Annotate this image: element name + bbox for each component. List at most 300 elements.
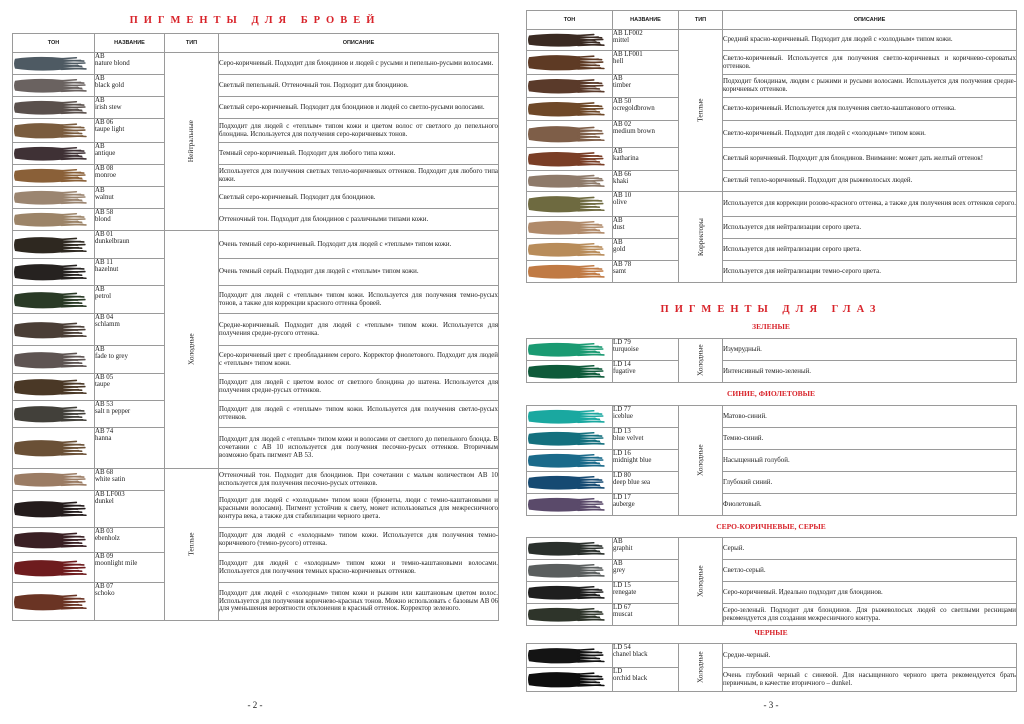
pigment-swatch-icon bbox=[527, 646, 605, 665]
pigment-description-cell bbox=[219, 553, 499, 583]
pigment-description: Средне-черный. bbox=[723, 651, 771, 659]
swatch-cell bbox=[527, 494, 613, 516]
pigment-description-cell bbox=[723, 121, 1017, 148]
swatch-cell bbox=[527, 51, 613, 75]
pigment-name-cell bbox=[95, 53, 165, 75]
pigment-code: AB LF003 bbox=[95, 491, 125, 498]
pigment-description: Светлый серо-коричневый. Подходит для блондинов. bbox=[219, 193, 376, 201]
pigment-type-label: Нейтральные bbox=[186, 120, 196, 163]
pigment-name: fugative bbox=[613, 368, 636, 376]
pigment-code: AB 04 bbox=[95, 314, 114, 321]
page-number: - 3 - bbox=[763, 700, 779, 710]
table-row bbox=[527, 148, 1017, 171]
pigment-description: Подходит для людей с «теплым» типом кожи. Используется для получения светло-русых оттенков. bbox=[219, 406, 498, 421]
pigment-name-cell bbox=[613, 428, 679, 450]
pigment-description: Глубокий синий. bbox=[723, 478, 773, 486]
pigment-description: Светло-серый. bbox=[723, 566, 766, 574]
swatch-cell bbox=[527, 604, 613, 626]
pigment-swatch-icon bbox=[13, 530, 87, 550]
pigment-description-cell bbox=[723, 217, 1017, 239]
pigment-code: LD bbox=[613, 668, 623, 675]
pigment-swatch-icon bbox=[527, 540, 605, 557]
pigment-description-cell bbox=[219, 53, 499, 75]
pigment-code: LD 77 bbox=[613, 406, 631, 413]
pigment-code: AB bbox=[613, 538, 623, 545]
column-header-tone: ТОН bbox=[13, 34, 95, 53]
table-row bbox=[527, 361, 1017, 383]
table-row bbox=[527, 217, 1017, 239]
pigment-swatch-icon bbox=[527, 124, 605, 144]
table-row bbox=[527, 560, 1017, 582]
pigment-code: LD 16 bbox=[613, 450, 631, 457]
column-header-type: ТИП bbox=[679, 11, 723, 30]
pigment-name: muscat bbox=[613, 611, 633, 619]
pigment-description: Светлый тепло-коричневый. Подходит для рыжеволосых людей. bbox=[723, 177, 913, 185]
pigment-description: Оттеночный тон. Подходит для блондинов с различными типами кожи. bbox=[219, 215, 429, 223]
eyebrow-pigment-table-continued bbox=[526, 10, 1017, 283]
pigment-swatch-icon bbox=[527, 219, 605, 236]
pigment-description-cell bbox=[723, 51, 1017, 75]
pigment-description: Средне-коричневый. Подходит для людей с «теплым» типом кожи. Используется для получения средне-русого оттенка. bbox=[219, 321, 498, 337]
pigment-code: AB 58 bbox=[95, 209, 114, 216]
pigment-swatch-icon bbox=[527, 408, 605, 425]
pigment-name-cell bbox=[613, 560, 679, 582]
swatch-cell bbox=[13, 97, 95, 119]
pigment-swatch-icon bbox=[527, 584, 605, 601]
pigment-name: mittel bbox=[613, 37, 630, 45]
pigment-description: Подходит для людей с «холодным» типом кожи. Используется для получения темно-коричневого (темно-русого) оттенка. bbox=[219, 532, 498, 547]
pigment-code: AB 66 bbox=[613, 171, 632, 178]
pigment-description-cell bbox=[723, 644, 1017, 668]
pigment-code: AB 10 bbox=[613, 192, 632, 199]
pigment-description: Подходит для людей с «теплым» типом кожи. Используется для получения темно-русых тонов, а также для коррекции красного оттенка бровей. bbox=[219, 291, 498, 307]
swatch-cell bbox=[13, 259, 95, 286]
pigment-name-cell bbox=[613, 51, 679, 75]
pigment-swatch-icon bbox=[13, 499, 87, 519]
pigment-name: dunkelbraun bbox=[95, 238, 130, 246]
pigment-type-label: Холодные bbox=[186, 333, 196, 366]
pigment-description-cell bbox=[723, 428, 1017, 450]
eye-table-grey-brown bbox=[526, 537, 1017, 626]
table-row bbox=[13, 553, 499, 583]
column-header-name: НАЗВАНИЕ bbox=[613, 11, 679, 30]
pigment-description-cell bbox=[219, 75, 499, 97]
pigment-swatch-icon bbox=[13, 592, 87, 612]
swatch-cell bbox=[527, 472, 613, 494]
pigment-name-cell bbox=[95, 401, 165, 428]
swatch-cell bbox=[13, 553, 95, 583]
pigment-code: LD 54 bbox=[613, 644, 631, 651]
pigment-name: ebenholz bbox=[95, 535, 120, 543]
pigment-name: salt n pepper bbox=[95, 408, 131, 416]
pigment-description: Насыщенный голубой. bbox=[723, 456, 790, 464]
pigment-description: Темно-синий. bbox=[723, 434, 764, 442]
pigment-swatch-icon bbox=[13, 377, 87, 397]
pigment-name-cell bbox=[613, 472, 679, 494]
pigment-code: AB 02 bbox=[613, 121, 632, 128]
table-row bbox=[527, 339, 1017, 361]
column-header-name: НАЗВАНИЕ bbox=[95, 34, 165, 53]
pigment-name: deep blue sea bbox=[613, 479, 651, 487]
pigment-description: Интенсивный темно-зеленый. bbox=[723, 367, 812, 375]
pigment-code: AB LF001 bbox=[613, 51, 643, 58]
pigment-name-cell bbox=[613, 582, 679, 604]
pigment-name-cell bbox=[613, 339, 679, 361]
pigment-description-cell bbox=[219, 401, 499, 428]
pigment-description: Подходит для людей с «теплым» типом кожи и цветом волос от светлого до пепельного блондина. Используется для получения серо-коричневых тонов. bbox=[219, 122, 498, 138]
pigment-code: AB 03 bbox=[95, 528, 114, 535]
swatch-cell bbox=[13, 119, 95, 143]
pigment-code: AB bbox=[95, 75, 105, 82]
table-row bbox=[527, 494, 1017, 516]
pigment-code: AB 08 bbox=[95, 165, 114, 172]
table-row bbox=[527, 51, 1017, 75]
pigment-name-cell bbox=[613, 30, 679, 51]
pigment-name-cell bbox=[613, 148, 679, 171]
page-title-eye: ПИГМЕНТЫ ДЛЯ ГЛАЗ bbox=[660, 304, 882, 315]
table-row bbox=[527, 668, 1017, 692]
pigment-description: Светло-коричневый. Подходит для людей с «холодным» типом кожи. bbox=[723, 130, 926, 138]
pigment-name-cell bbox=[95, 314, 165, 346]
pigment-name: schlamm bbox=[95, 321, 120, 329]
pigment-description-cell bbox=[219, 286, 499, 314]
pigment-name-cell bbox=[95, 374, 165, 401]
swatch-cell bbox=[13, 528, 95, 553]
table-row bbox=[13, 119, 499, 143]
pigment-description: Используется для получения светлых тепло-коричневых оттенков. Подходит для любого типа кожи. bbox=[219, 167, 498, 183]
pigment-description: Очень глубокий черный с синевой. Для насыщенного черного цвета рекомендуется брать первичным, в качестве вторичного – dunkel. bbox=[723, 671, 1016, 687]
pigment-name: dust bbox=[613, 224, 625, 232]
pigment-name: dunkel bbox=[95, 498, 114, 506]
pigment-name-cell bbox=[95, 428, 165, 469]
pigment-description-cell bbox=[219, 143, 499, 165]
pigment-description: Светлый коричневый. Подходит для блондинов. Внимание: может дать желтый оттенок! bbox=[723, 155, 984, 163]
table-row bbox=[527, 75, 1017, 98]
pigment-name: blond bbox=[95, 216, 111, 224]
pigment-name: black gold bbox=[95, 82, 124, 90]
pigment-description-cell bbox=[723, 339, 1017, 361]
pigment-code: AB 50 bbox=[613, 98, 632, 105]
swatch-cell bbox=[13, 143, 95, 165]
swatch-cell bbox=[527, 75, 613, 98]
table-row bbox=[13, 231, 499, 259]
pigment-swatch-icon bbox=[13, 404, 87, 424]
pigment-swatch-icon bbox=[527, 173, 605, 189]
pigment-name-cell bbox=[613, 538, 679, 560]
table-row bbox=[13, 187, 499, 209]
pigment-type-label: Холодные bbox=[695, 651, 705, 684]
swatch-cell bbox=[13, 187, 95, 209]
eye-table-green bbox=[526, 338, 1017, 383]
pigment-name-cell bbox=[95, 231, 165, 259]
pigment-code: AB 68 bbox=[95, 469, 114, 476]
pigment-swatch-icon bbox=[13, 262, 87, 282]
pigment-swatch-icon bbox=[527, 150, 605, 168]
page-title-eyebrow: ПИГМЕНТЫ ДЛЯ БРОВЕЙ bbox=[129, 15, 381, 26]
pigment-type-cell bbox=[679, 538, 723, 626]
pigment-name-cell bbox=[613, 192, 679, 217]
swatch-cell bbox=[527, 538, 613, 560]
pigment-code: AB bbox=[613, 75, 623, 82]
pigment-description: Используется для нейтрализации серого цвета. bbox=[723, 245, 862, 253]
table-row bbox=[527, 239, 1017, 261]
pigment-name-cell bbox=[613, 668, 679, 692]
section-title-black: ЧЕРНЫЕ bbox=[754, 628, 788, 637]
pigment-description-cell bbox=[219, 314, 499, 346]
pigment-description: Серо-коричневый цвет с преобладанием серого. Корректор фиолетового. Подходит для людей с «теплым» типом кожи. bbox=[219, 351, 498, 367]
column-header-description: ОПИСАНИЕ bbox=[219, 34, 499, 53]
pigment-type-cell bbox=[165, 469, 219, 621]
pigment-type-label: Холодные bbox=[695, 565, 705, 598]
pigment-description: Подходит для людей с «холодным» типом кожи и темно-каштановыми волосами. Используется для получения темных красно-коричневых оттенков. bbox=[219, 559, 498, 575]
pigment-swatch-icon bbox=[13, 167, 87, 184]
pigment-name: khaki bbox=[613, 178, 629, 186]
pigment-swatch-icon bbox=[13, 99, 87, 116]
pigment-name-cell bbox=[95, 469, 165, 491]
swatch-cell bbox=[13, 491, 95, 528]
swatch-cell bbox=[527, 450, 613, 472]
pigment-description: Изумрудный. bbox=[723, 345, 762, 353]
pigment-description-cell bbox=[723, 75, 1017, 98]
pigment-name-cell bbox=[95, 119, 165, 143]
pigment-description-cell bbox=[723, 171, 1017, 192]
pigment-swatch-icon bbox=[527, 341, 605, 358]
pigment-name: taupe bbox=[95, 381, 110, 389]
pigment-name: hazelnut bbox=[95, 266, 119, 274]
table-row bbox=[13, 374, 499, 401]
pigment-description-cell bbox=[723, 560, 1017, 582]
pigment-swatch-icon bbox=[527, 496, 605, 513]
pigment-name-cell bbox=[613, 644, 679, 668]
table-row bbox=[527, 261, 1017, 283]
swatch-cell bbox=[527, 30, 613, 51]
pigment-name-cell bbox=[95, 491, 165, 528]
pigment-description-cell bbox=[219, 528, 499, 553]
pigment-name: monroe bbox=[95, 172, 117, 180]
pigment-description-cell bbox=[219, 119, 499, 143]
pigment-name: timber bbox=[613, 82, 631, 90]
table-row bbox=[13, 53, 499, 75]
pigment-swatch-icon bbox=[13, 145, 87, 162]
pigment-description-cell bbox=[723, 98, 1017, 121]
pigment-type-cell bbox=[679, 339, 723, 383]
pigment-name-cell bbox=[613, 261, 679, 283]
pigment-name: chanel black bbox=[613, 651, 648, 659]
swatch-cell bbox=[13, 286, 95, 314]
table-row bbox=[13, 314, 499, 346]
pigment-name: gold bbox=[613, 246, 626, 254]
pigment-code: AB 01 bbox=[95, 231, 114, 238]
pigment-type-cell bbox=[165, 231, 219, 469]
pigment-swatch-icon bbox=[527, 606, 605, 623]
pigment-name-cell bbox=[613, 75, 679, 98]
table-row bbox=[13, 143, 499, 165]
pigment-swatch-icon bbox=[13, 320, 87, 340]
pigment-swatch-icon bbox=[527, 452, 605, 469]
pigment-name-cell bbox=[95, 75, 165, 97]
swatch-cell bbox=[527, 582, 613, 604]
pigment-name: graphit bbox=[613, 545, 633, 553]
pigment-description-cell bbox=[723, 538, 1017, 560]
pigment-name-cell bbox=[95, 583, 165, 621]
pigment-description-cell bbox=[219, 187, 499, 209]
table-header-row bbox=[527, 11, 1017, 30]
pigment-description: Светлый пепельный. Оттеночный тон. Подходит для блондинов. bbox=[219, 81, 409, 89]
table-row bbox=[527, 428, 1017, 450]
pigment-code: AB 11 bbox=[95, 259, 113, 266]
pigment-name: irish stew bbox=[95, 104, 122, 112]
pigment-name-cell bbox=[95, 286, 165, 314]
pigment-description-cell bbox=[219, 491, 499, 528]
pigment-code: AB bbox=[613, 217, 623, 224]
pigment-code: LD 80 bbox=[613, 472, 631, 479]
pigment-type-cell bbox=[165, 53, 219, 231]
swatch-cell bbox=[527, 148, 613, 171]
pigment-name: samt bbox=[613, 268, 627, 276]
pigment-code: AB bbox=[613, 560, 623, 567]
table-row bbox=[527, 98, 1017, 121]
pigment-code: AB bbox=[95, 53, 105, 60]
pigment-description: Подходит для людей с «холодным» типом кожи и рыжим или каштановым цветом волос. Используется для получения коричнево-красных тонов. Можно использовать с базовым AB 06 для уменьшения вероятности отклонения в красный оттенок. Корректор зеленого. bbox=[219, 589, 498, 613]
pigment-swatch-icon bbox=[13, 350, 87, 370]
swatch-cell bbox=[13, 374, 95, 401]
pigment-name-cell bbox=[95, 165, 165, 187]
pigment-name: walnut bbox=[95, 194, 114, 202]
table-row bbox=[527, 450, 1017, 472]
pigment-swatch-icon bbox=[527, 77, 605, 95]
pigment-swatch-icon bbox=[527, 263, 605, 280]
pigment-description: Светло-коричневый. Используется для получения светло-каштанового оттенка. bbox=[723, 105, 956, 113]
table-row bbox=[13, 346, 499, 374]
swatch-cell bbox=[13, 401, 95, 428]
pigment-code: AB 05 bbox=[95, 374, 114, 381]
swatch-cell bbox=[13, 428, 95, 469]
pigment-swatch-icon bbox=[13, 77, 87, 94]
pigment-name: auberge bbox=[613, 501, 635, 509]
table-row bbox=[13, 165, 499, 187]
pigment-description-cell bbox=[219, 583, 499, 621]
pigment-description: Средний красно-коричневый. Подходит для людей с «холодным» типом кожи. bbox=[723, 36, 953, 44]
section-title-green: ЗЕЛЕНЫЕ bbox=[752, 322, 790, 331]
pigment-description: Подходит для людей с «холодным» типом кожи (брюнеты, люди с темно-каштановыми и красными волосами). Пигмент устойчив к свету, может использоваться для межресничного контура века, а также для стабилизации черного цвета. bbox=[219, 497, 498, 520]
swatch-cell bbox=[527, 171, 613, 192]
pigment-name: medium brown bbox=[613, 128, 655, 136]
pigment-description: Очень темный серо-коричневый. Подходит для людей с «теплым» типом кожи. bbox=[219, 240, 452, 248]
pigment-code: AB bbox=[613, 239, 623, 246]
table-row bbox=[527, 582, 1017, 604]
swatch-cell bbox=[527, 668, 613, 692]
pigment-name: ocregoldbrown bbox=[613, 105, 655, 113]
pigment-description-cell bbox=[723, 192, 1017, 217]
pigment-name: renegate bbox=[613, 589, 637, 597]
swatch-cell bbox=[527, 239, 613, 261]
pigment-name: midnight blue bbox=[613, 457, 652, 465]
swatch-cell bbox=[527, 339, 613, 361]
pigment-name-cell bbox=[613, 406, 679, 428]
pigment-swatch-icon bbox=[13, 438, 87, 458]
pigment-name: white satin bbox=[95, 476, 126, 484]
pigment-swatch-icon bbox=[527, 670, 605, 689]
pigment-name-cell bbox=[613, 361, 679, 383]
eye-table-black bbox=[526, 643, 1017, 692]
eye-table-blue-violet bbox=[526, 405, 1017, 516]
swatch-cell bbox=[527, 217, 613, 239]
pigment-swatch-icon bbox=[527, 562, 605, 579]
pigment-swatch-icon bbox=[13, 558, 87, 578]
pigment-code: AB 53 bbox=[95, 401, 114, 408]
table-row bbox=[13, 97, 499, 119]
pigment-name-cell bbox=[95, 209, 165, 231]
pigment-code: AB 74 bbox=[95, 428, 114, 435]
table-row bbox=[527, 538, 1017, 560]
section-title-grey-brown: СЕРО-КОРИЧНЕВЫЕ, СЕРЫЕ bbox=[716, 522, 826, 531]
pigment-code: AB LF002 bbox=[613, 30, 643, 37]
table-row bbox=[13, 491, 499, 528]
pigment-name: orchid black bbox=[613, 675, 648, 683]
swatch-cell bbox=[527, 428, 613, 450]
pigment-description-cell bbox=[219, 231, 499, 259]
page-number: - 2 - bbox=[247, 700, 263, 710]
pigment-name: taupe light bbox=[95, 126, 125, 134]
pigment-description: Серо-коричневый. Подходит для блондинов и людей с русыми и пепельно-русыми волосами. bbox=[219, 59, 494, 67]
pigment-code: LD 14 bbox=[613, 361, 631, 368]
pigment-code: AB 09 bbox=[95, 553, 114, 560]
swatch-cell bbox=[13, 469, 95, 491]
pigment-description-cell bbox=[723, 261, 1017, 283]
pigment-type-cell bbox=[679, 30, 723, 192]
pigment-description-cell bbox=[219, 469, 499, 491]
pigment-type-cell bbox=[679, 192, 723, 283]
pigment-description-cell bbox=[723, 472, 1017, 494]
pigment-swatch-icon bbox=[527, 363, 605, 380]
pigment-swatch-icon bbox=[527, 474, 605, 491]
pigment-swatch-icon bbox=[13, 121, 87, 140]
swatch-cell bbox=[13, 231, 95, 259]
column-header-description: ОПИСАНИЕ bbox=[723, 11, 1017, 30]
table-row bbox=[527, 30, 1017, 51]
pigment-name-cell bbox=[95, 553, 165, 583]
pigment-description: Матово-синий. bbox=[723, 412, 767, 420]
table-row bbox=[527, 171, 1017, 192]
table-row bbox=[13, 428, 499, 469]
pigment-name: blue velvet bbox=[613, 435, 644, 443]
pigment-swatch-icon bbox=[13, 290, 87, 310]
pigment-name: katharina bbox=[613, 155, 639, 163]
pigment-code: LD 15 bbox=[613, 582, 631, 589]
pigment-description-cell bbox=[723, 361, 1017, 383]
swatch-cell bbox=[527, 644, 613, 668]
column-header-type: ТИП bbox=[165, 34, 219, 53]
table-row bbox=[527, 121, 1017, 148]
pigment-swatch-icon bbox=[527, 100, 605, 118]
pigment-name-cell bbox=[95, 259, 165, 286]
pigment-description: Оттеночный тон. Подходит для блондинов. При сочетании с малым количеством AB 10 используется для получения песочно-русых оттенков. bbox=[219, 471, 498, 487]
swatch-cell bbox=[13, 53, 95, 75]
pigment-description: Светлый серо-коричневый. Подходит для блондинов и людей со светло-русыми волосами. bbox=[219, 103, 485, 111]
swatch-cell bbox=[527, 560, 613, 582]
pigment-description: Подходит блондинам, людям с рыжими и русыми волосами. Используется для получения средне-коричневых оттенков. bbox=[723, 78, 1016, 93]
pigment-swatch-icon bbox=[13, 235, 87, 255]
table-row bbox=[527, 192, 1017, 217]
pigment-name-cell bbox=[95, 346, 165, 374]
pigment-name-cell bbox=[613, 121, 679, 148]
swatch-cell bbox=[527, 406, 613, 428]
pigment-swatch-icon bbox=[13, 211, 87, 228]
pigment-code: AB bbox=[95, 143, 105, 150]
pigment-description: Серо-коричневый. Идеально подходит для блондинов. bbox=[723, 588, 883, 596]
pigment-code: AB 06 bbox=[95, 119, 114, 126]
pigment-type-label: Теплые bbox=[695, 98, 705, 122]
